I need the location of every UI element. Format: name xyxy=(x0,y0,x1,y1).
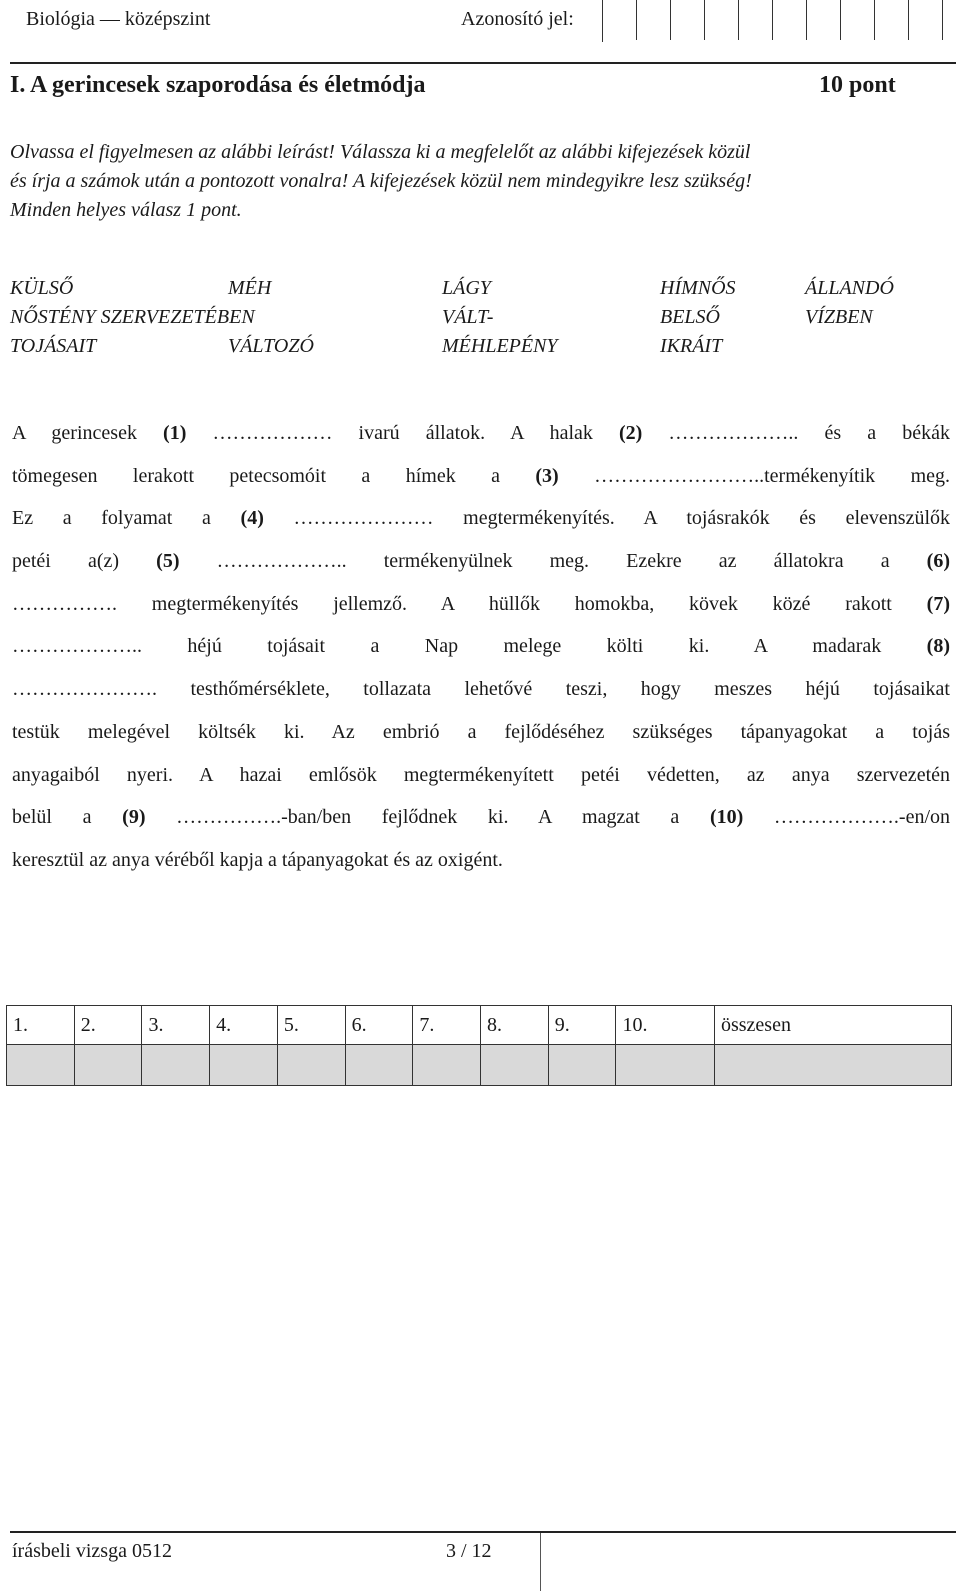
blank-number: (3) xyxy=(535,464,559,487)
score-cell[interactable] xyxy=(616,1045,715,1086)
paragraph-text: testük melegével költsék ki. Az embrió a fejlődéséhez szükséges tápanyagokat a tojás xyxy=(12,720,950,743)
paragraph-line xyxy=(12,497,950,540)
paragraph-text: ……………….-en/on xyxy=(743,806,951,829)
footer-separator xyxy=(540,1533,541,1591)
paragraph-text: ……………… ivarú állatok. A halak xyxy=(186,422,619,444)
paragraph-line xyxy=(12,540,950,583)
id-digit-box[interactable] xyxy=(739,0,773,40)
score-header-cell: 5. xyxy=(277,1006,345,1045)
footer-divider xyxy=(10,1531,956,1533)
word-option: VÍZBEN xyxy=(805,306,873,328)
id-digit-box[interactable] xyxy=(841,0,875,40)
score-table xyxy=(6,1005,952,1086)
score-header-row xyxy=(7,1006,952,1045)
subject-header: Biológia — középszint xyxy=(26,8,211,30)
blank-number: (4) xyxy=(240,507,264,530)
id-digit-box[interactable] xyxy=(773,0,807,40)
score-cell[interactable] xyxy=(413,1045,481,1086)
paragraph-text: …………….-ban/ben fejlődnek ki. A magzat a xyxy=(145,806,710,829)
word-option: LÁGY xyxy=(442,277,491,299)
paragraph-text: ……………………..termékenyítik meg. xyxy=(558,464,950,487)
word-options xyxy=(10,277,940,367)
score-cell[interactable] xyxy=(481,1045,549,1086)
blank-number: (2) xyxy=(619,422,643,444)
section-points: 10 pont xyxy=(819,72,896,98)
paragraph-text: anyagaiból nyeri. A hazai emlősök megtermékenyített petéi védetten, az anya szervezetén xyxy=(12,763,950,786)
id-digit-box[interactable] xyxy=(909,0,943,40)
paragraph-line xyxy=(12,412,950,455)
instruction-line: Minden helyes válasz 1 pont. xyxy=(10,199,242,221)
blank-number: (8) xyxy=(926,635,950,658)
score-header-cell: összesen xyxy=(714,1006,951,1045)
score-cell[interactable] xyxy=(7,1045,75,1086)
blank-number: (7) xyxy=(926,592,950,615)
word-option: NŐSTÉNY SZERVEZETÉBEN xyxy=(10,306,255,328)
score-cell[interactable] xyxy=(714,1045,951,1086)
score-header-cell: 6. xyxy=(345,1006,413,1045)
paragraph-text: tömegesen lerakott petecsomóit a hímek a xyxy=(12,464,536,487)
score-input-row xyxy=(7,1045,952,1086)
paragraph-line xyxy=(12,583,950,626)
section-title: I. A gerincesek szaporodása és életmódja xyxy=(10,72,426,98)
score-header-cell: 7. xyxy=(413,1006,481,1045)
paragraph-line xyxy=(12,668,950,711)
score-cell[interactable] xyxy=(345,1045,413,1086)
word-option: MÉHLEPÉNY xyxy=(442,335,558,357)
score-cell[interactable] xyxy=(277,1045,345,1086)
score-header-cell: 8. xyxy=(481,1006,549,1045)
cloze-paragraph xyxy=(12,412,950,882)
paragraph-line xyxy=(12,754,950,797)
id-digit-box[interactable] xyxy=(807,0,841,40)
score-header-cell: 3. xyxy=(142,1006,210,1045)
blank-number: (10) xyxy=(709,806,744,829)
word-option: HÍMNŐS xyxy=(660,277,736,299)
word-option: BELSŐ xyxy=(660,306,720,328)
blank-number: (6) xyxy=(926,550,950,573)
exam-code: írásbeli vizsga 0512 xyxy=(12,1540,172,1562)
score-header-cell: 9. xyxy=(548,1006,616,1045)
paragraph-line xyxy=(12,711,950,754)
paragraph-line xyxy=(12,839,950,882)
id-digit-box[interactable] xyxy=(671,0,705,40)
id-digit-box[interactable] xyxy=(603,0,637,40)
paragraph-text: ……………….. héjú tojásait a Nap melege költi ki. A madarak xyxy=(12,635,927,658)
blank-number: (5) xyxy=(156,550,180,573)
id-digit-box[interactable] xyxy=(875,0,909,40)
instructions xyxy=(10,138,910,225)
paragraph-text: ……………….. és a békák xyxy=(642,422,950,444)
paragraph-text: Ez a folyamat a xyxy=(12,507,241,530)
score-cell[interactable] xyxy=(210,1045,278,1086)
paragraph-line xyxy=(12,796,950,839)
paragraph-text: …………………. testhőmérséklete, tollazata lehetővé teszi, hogy meszes héjú tojásaikat xyxy=(12,678,950,701)
word-option: VÁLTOZÓ xyxy=(228,335,314,357)
instruction-line: és írja a számok után a pontozott vonalra! A kifejezések közül nem mindegyikre lesz szükség! xyxy=(10,170,752,192)
score-cell[interactable] xyxy=(142,1045,210,1086)
paragraph-line xyxy=(12,625,950,668)
paragraph-text: A gerincesek xyxy=(12,422,164,444)
id-label: Azonosító jel: xyxy=(461,8,574,30)
word-option: KÜLSŐ xyxy=(10,277,74,299)
paragraph-text: petéi a(z) xyxy=(12,550,157,573)
score-cell[interactable] xyxy=(74,1045,142,1086)
score-cell[interactable] xyxy=(548,1045,616,1086)
paragraph-text: belül a xyxy=(12,806,123,829)
blank-number: (9) xyxy=(122,806,146,829)
paragraph-text: ……………. megtermékenyítés jellemző. A hüllők homokba, kövek közé rakott xyxy=(12,592,927,615)
score-header-cell: 4. xyxy=(210,1006,278,1045)
paragraph-line xyxy=(12,455,950,498)
id-digit-box[interactable] xyxy=(705,0,739,40)
score-header-cell: 1. xyxy=(7,1006,75,1045)
paragraph-text: ………………… megtermékenyítés. A tojásrakók és elevenszülők xyxy=(263,507,950,530)
word-option: MÉH xyxy=(228,277,272,299)
score-header-cell: 2. xyxy=(74,1006,142,1045)
header-divider xyxy=(10,62,956,64)
id-boxes[interactable] xyxy=(602,0,953,42)
instruction-line: Olvassa el figyelmesen az alábbi leírást! Válassza ki a megfelelőt az alábbi kifejezések közül xyxy=(10,141,751,163)
blank-number: (1) xyxy=(163,422,187,444)
id-digit-box[interactable] xyxy=(637,0,671,40)
word-option: VÁLT- xyxy=(442,306,494,328)
paragraph-text: ……………….. termékenyülnek meg. Ezekre az állatokra a xyxy=(179,550,927,573)
paragraph-text: keresztül az anya véréből kapja a tápanyagokat és az oxigént. xyxy=(12,848,503,871)
word-option: TOJÁSAIT xyxy=(10,335,97,357)
score-header-cell: 10. xyxy=(616,1006,715,1045)
page-number: 3 / 12 xyxy=(446,1540,492,1562)
word-option: ÁLLANDÓ xyxy=(805,277,894,299)
word-option: IKRÁIT xyxy=(660,335,723,357)
